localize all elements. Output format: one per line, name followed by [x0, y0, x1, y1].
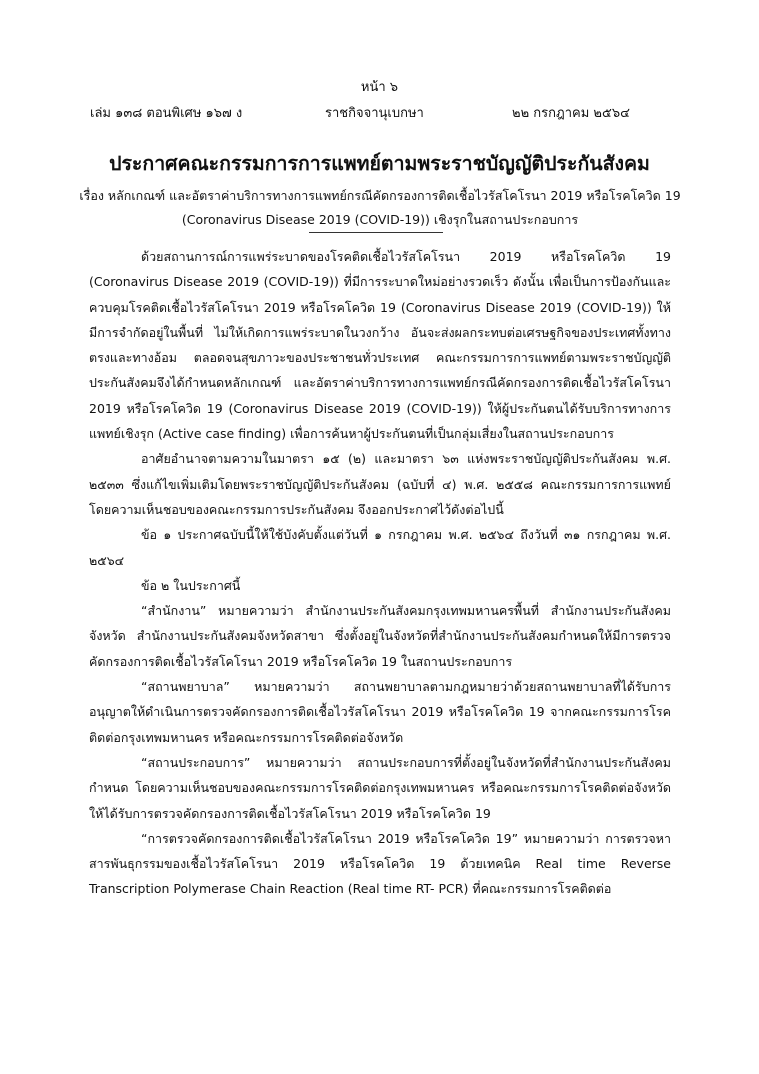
definition-office: “สำนักงาน” หมายความว่า สำนักงานประกันสังคมกรุงเทพมหานครพื้นที่ สำนักงานประกันสังคมจังหวัด สำนักงานประกันสังคมจังหวัดสาขา ซึ่งตั้งอยู่ในจังหวัดที่สำนักงานประกันสังคมกำหนดให้มีการตรวจคัดกรองการติดเชื้อไวรัสโคโรนา 2019 หรือโรคโควิด 19 ในสถานประกอบการ: [89, 603, 671, 669]
document-body: [89, 244, 671, 902]
clause-1: ข้อ ๑ ประกาศฉบับนี้ให้ใช้บังคับตั้งแต่วันที่ ๑ กรกฎาคม พ.ศ. ๒๕๖๔ ถึงวันที่ ๓๑ กรกฎาคม พ.ศ. ๒๕๖๔: [89, 527, 671, 568]
document-title: ประกาศคณะกรรมการการแพทย์ตามพระราชบัญญัติประกันสังคม: [109, 152, 650, 175]
gazette-date: ๒๒ กรกฎาคม ๒๕๖๔: [512, 106, 630, 121]
page-number: หน้า ๖: [360, 80, 399, 95]
volume-issue: เล่ม ๑๓๘ ตอนพิเศษ ๑๖๗ ง: [90, 106, 243, 121]
definition-establishment: “สถานประกอบการ” หมายความว่า สถานประกอบการที่ตั้งอยู่ในจังหวัดที่สำนักงานประกันสังคมกำหนด โดยความเห็นชอบของคณะกรรมการโรคติดต่อกรุงเทพมหานคร หรือคณะกรรมการโรคติดต่อจังหวัด ให้ได้รับการตรวจคัดกรองการติดเชื้อไวรัสโคโรนา 2019 หรือโรคโควิด 19: [89, 754, 671, 821]
clause-2: ข้อ ๒ ในประกาศนี้: [141, 577, 241, 593]
title-divider: [309, 232, 443, 233]
document-subject: เรื่อง หลักเกณฑ์ และอัตราค่าบริการทางการแพทย์กรณีคัดกรองการติดเชื้อไวรัสโคโรนา 2019 หรือโรคโควิด 19 (Coronavirus Disease 2019 (COVID-19)) เชิงรุกในสถานประกอบการ: [79, 188, 681, 227]
definition-hospital: “สถานพยาบาล” หมายความว่า สถานพยาบาลตามกฎหมายว่าด้วยสถานพยาบาลที่ได้รับการอนุญาตให้ดำเนินการตรวจคัดกรองการติดเชื้อไวรัสโคโรนา 2019 หรือโรคโควิด 19 จากคณะกรรมการโรคติดต่อกรุงเทพมหานคร หรือคณะกรรมการโรคติดต่อจังหวัด: [89, 679, 671, 745]
authority-paragraph: อาศัยอำนาจตามความในมาตรา ๑๕ (๒) และมาตรา ๖๓ แห่งพระราชบัญญัติประกันสังคม พ.ศ. ๒๕๓๓ ซึ่งแก้ไขเพิ่มเติมโดยพระราชบัญญัติประกันสังคม (ฉบับที่ ๔) พ.ศ. ๒๕๕๘ คณะกรรมการการแพทย์ โดยความเห็นชอบของคณะกรรมการประกันสังคม จึงออกประกาศไว้ดังต่อไปนี้: [89, 451, 671, 517]
definition-screening: “การตรวจคัดกรองการติดเชื้อไวรัสโคโรนา 2019 หรือโรคโควิด 19” หมายความว่า การตรวจหาสารพันธุกรรมของเชื้อไวรัสโคโรนา 2019 หรือโรคโควิด 19 ด้วยเทคนิค Real time Reverse Transcription Polymerase Chain Reaction (Real time RT- PCR) ที่คณะกรรมการโรคติดต่อ: [89, 830, 671, 897]
preamble-paragraph: ด้วยสถานการณ์การแพร่ระบาดของโรคติดเชื้อไวรัสโคโรนา 2019 หรือโรคโควิด 19 (Coronavirus Disease 2019 (COVID-19)) ที่มีการระบาดใหม่อย่างรวดเร็ว ดังนั้น เพื่อเป็นการป้องกันและควบคุมโรคติดเชื้อไวรัสโคโรนา 2019 หรือโรคโควิด 19 (Coronavirus Disease 2019 (COVID-19)) ให้มีการจำกัดอยู่ในพื้นที่ ไม่ให้เกิดการแพร่ระบาดในวงกว้าง อันจะส่งผลกระทบต่อเศรษฐกิจของประเทศทั้งทางตรงและทางอ้อม ตลอดจนสุขภาวะของประชาชนทั่วประเทศ คณะกรรมการการแพทย์ตามพระราชบัญญัติประกันสังคมจึงได้กำหนดหลักเกณฑ์ และอัตราค่าบริการทางการแพทย์กรณีคัดกรองการติดเชื้อไวรัสโคโรนา 2019 หรือโรคโควิด 19 (Coronavirus Disease 2019 (COVID-19)) ให้ผู้ประกันตนได้รับบริการทางการแพทย์เชิงรุก (Active case finding) เพื่อการค้นหาผู้ประกันตนที่เป็นกลุ่มเสี่ยงในสถานประกอบการ: [89, 249, 671, 442]
gazette-name: ราชกิจจานุเบกษา: [325, 106, 424, 121]
